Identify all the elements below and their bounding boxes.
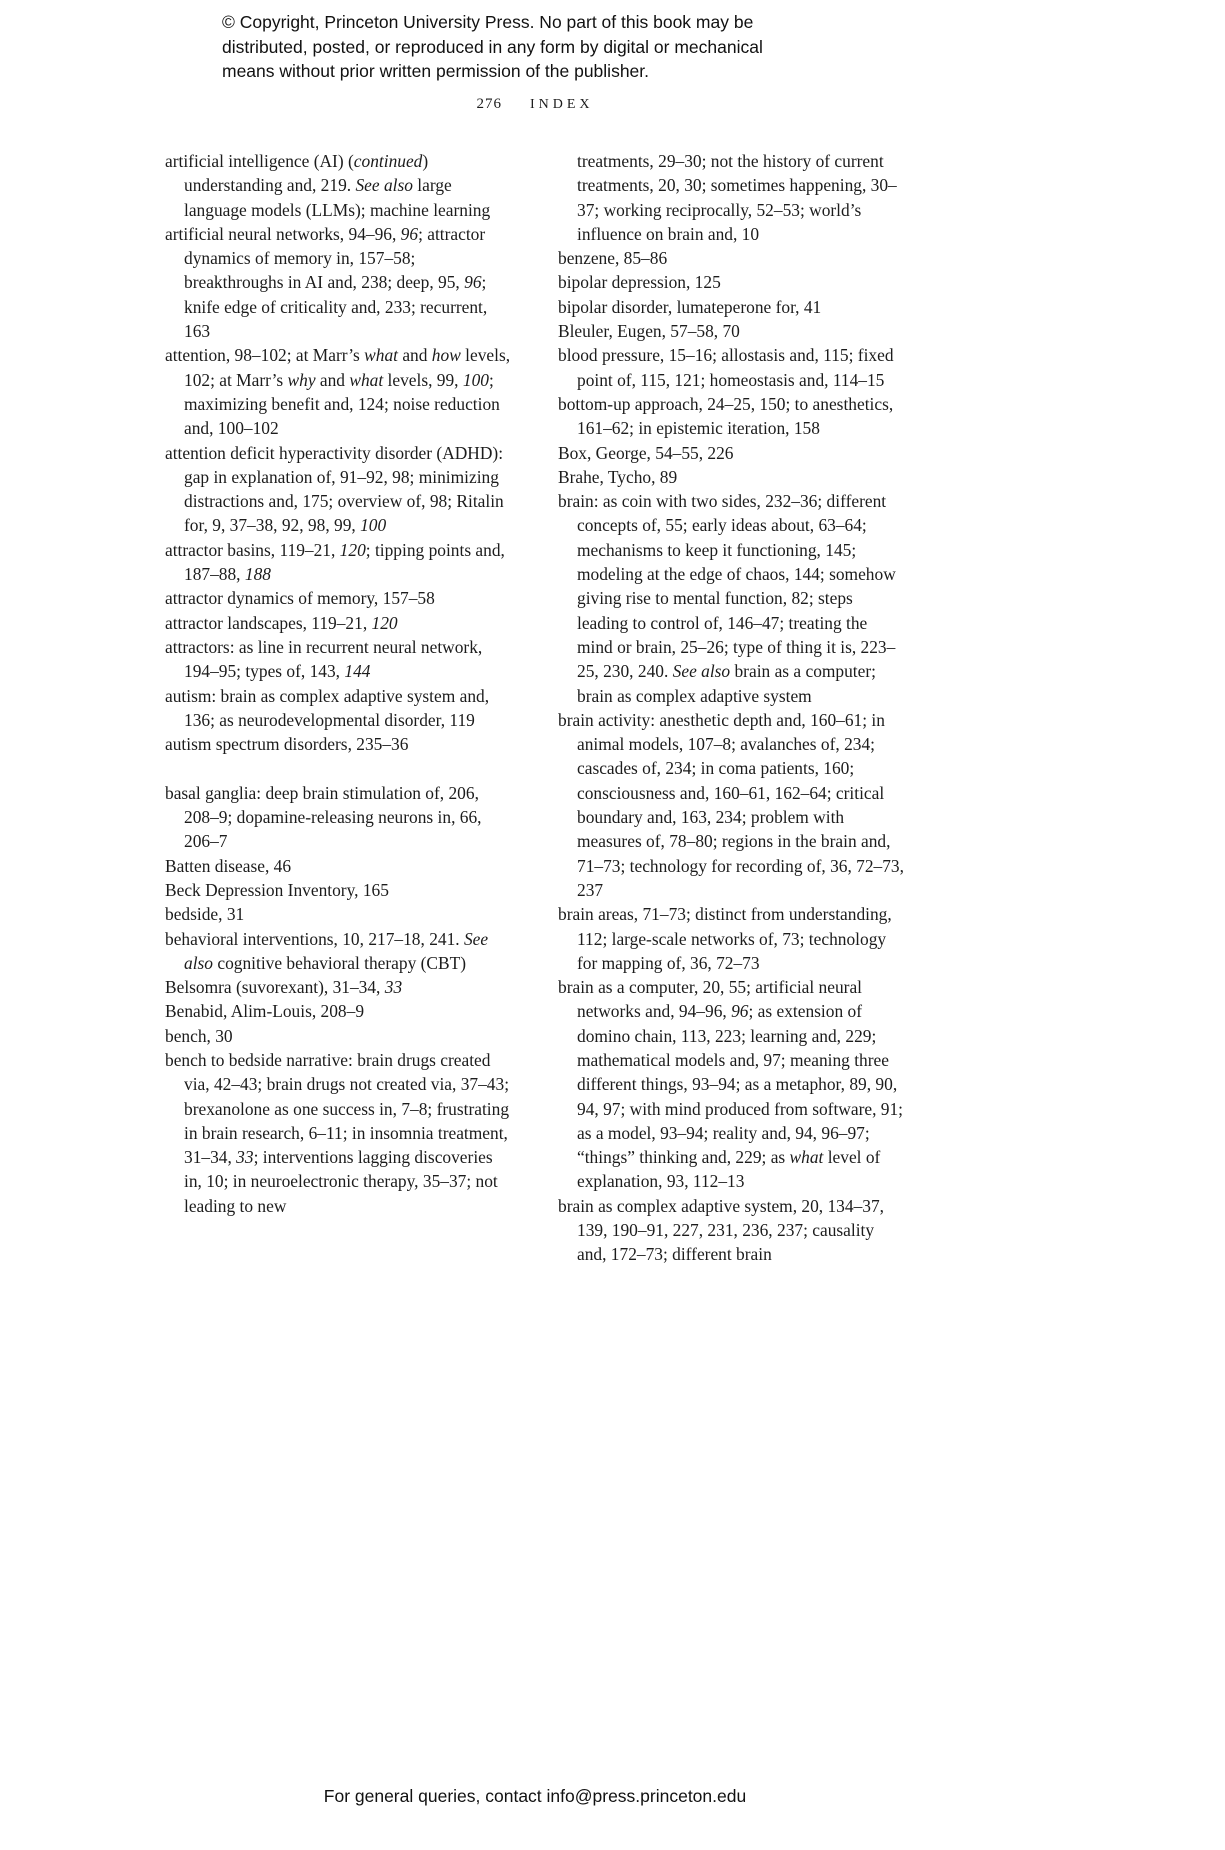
index-entry: Brahe, Tycho, 89	[558, 466, 678, 487]
index-entry: brain areas, 71–73; distinct from understanding, 112; large-scale networks of, 73; technology for mapping of, 36, 72–73	[558, 904, 892, 973]
index-entry: bench, 30	[165, 1025, 233, 1046]
index-entry: attractor basins, 119–21, 120; tipping points and, 187–88, 188	[165, 539, 505, 585]
index-entry: bipolar depression, 125	[558, 272, 721, 293]
index-entry: bipolar disorder, lumateperone for, 41	[558, 296, 822, 317]
index-column-left	[165, 149, 514, 1267]
index-entry: attractor landscapes, 119–21, 120	[165, 612, 398, 633]
index-entry: artificial intelligence (AI) (continued) understanding and, 219. See also large language models (LLMs); machine learning	[165, 151, 491, 220]
page-number: 276	[476, 96, 502, 112]
index-entry: brain as complex adaptive system, 20, 134–37, 139, 190–91, 227, 231, 236, 237; causality and, 172–73; different brain	[558, 1195, 885, 1265]
running-head	[165, 96, 905, 113]
index-entry: attention deficit hyperactivity disorder (ADHD): gap in explanation of, 91–92, 98; minimizing distractions and, 175; overview of, 98; Ritalin for, 9, 37–38, 92, 98, 99, 100	[165, 442, 504, 536]
index-entry: autism spectrum disorders, 235–36	[165, 734, 409, 755]
index-entry: brain as a computer, 20, 55; artificial neural networks and, 94–96, 96; as extension of domino chain, 113, 223; learning and, 229; mathematical models and, 97; meaning three different things, 93–94; as a metaphor, 89, 90, 94, 97; with mind produced from software, 91; as a model, 93–94; reality and, 94, 96–97; “things” thinking and, 229; as what level of explanation, 93, 112–13	[558, 977, 904, 1192]
index-entry: behavioral interventions, 10, 217–18, 241. See also cognitive behavioral therapy (CBT)	[165, 928, 489, 973]
index-entry: Beck Depression Inventory, 165	[165, 879, 389, 900]
index-entry: Belsomra (suvorexant), 31–34, 33	[165, 977, 403, 998]
index-entry: bottom-up approach, 24–25, 150; to anesthetics, 161–62; in epistemic iteration, 158	[558, 393, 894, 439]
index-entry: blood pressure, 15–16; allostasis and, 115; fixed point of, 115, 121; homeostasis and, 114–15	[558, 345, 894, 390]
index-entry: brain: as coin with two sides, 232–36; different concepts of, 55; early ideas about, 63–64; mechanisms to keep it functioning, 145; modeling at the edge of chaos, 144; somehow giving rise to mental function, 82; steps leading to control of, 146–47; treating the mind or brain, 25–26; type of thing it is, 223–25, 230, 240. See also brain as a computer; brain as complex adaptive system	[558, 491, 896, 706]
index-column-right	[558, 149, 907, 1267]
index-entry: artificial neural networks, 94–96, 96; attractor dynamics of memory in, 157–58; breakthroughs in AI and, 238; deep, 95, 96; knife edge of criticality and, 233; recurrent, 163	[165, 223, 488, 342]
index-entry: autism: brain as complex adaptive system and, 136; as neurodevelopmental disorder, 119	[165, 685, 490, 730]
index-entry: brain activity: anesthetic depth and, 160–61; in animal models, 107–8; avalanches of, 234; cascades of, 234; in coma patients, 160; consciousness and, 160–61, 162–64; critical boundary and, 163, 234; problem with measures of, 78–80; regions in the brain and, 71–73; technology for recording of, 36, 72–73, 237	[558, 709, 904, 900]
index-title: INDEX	[529, 97, 594, 112]
index-columns	[165, 149, 907, 1267]
index-entry: benzene, 85–86	[558, 248, 668, 269]
index-entry: attractor dynamics of memory, 157–58	[165, 588, 435, 609]
index-entry: attractors: as line in recurrent neural network, 194–95; types of, 143, 144	[165, 636, 483, 682]
index-entry: bench to bedside narrative: brain drugs created via, 42–43; brain drugs not created via, 37–43; brexanolone as one success in, 7–8; frustrating in brain research, 6–11; in insomnia treatment, 31–34, 33; interventions lagging discoveries in, 10; in neuroelectronic therapy, 35–37; not leading to new	[165, 1049, 510, 1216]
index-entry: basal ganglia: deep brain stimulation of, 206, 208–9; dopamine-releasing neurons in, 66, 206–7	[165, 782, 482, 852]
index-entry: attention, 98–102; at Marr’s what and how levels, 102; at Marr’s why and what levels, 99, 100; maximizing benefit and, 124; noise reduction and, 100–102	[165, 345, 511, 439]
index-entry: treatments, 29–30; not the history of current treatments, 20, 30; sometimes happening, 30–37; working reciprocally, 52–53; world’s influence on brain and, 10	[577, 151, 897, 244]
index-entry: Box, George, 54–55, 226	[558, 442, 734, 463]
copyright-notice: © Copyright, Princeton University Press. No part of this book may be distributed, posted, or reproduced in any form by digital or mechanical means without prior written permission of the publisher.	[222, 12, 763, 81]
footer-query-line: For general queries, contact info@press.princeton.edu	[323, 1786, 747, 1806]
index-entry: Bleuler, Eugen, 57–58, 70	[558, 321, 740, 342]
index-entry: Benabid, Alim-Louis, 208–9	[165, 1001, 365, 1022]
index-entry: Batten disease, 46	[165, 855, 292, 876]
index-entry: bedside, 31	[165, 904, 245, 925]
